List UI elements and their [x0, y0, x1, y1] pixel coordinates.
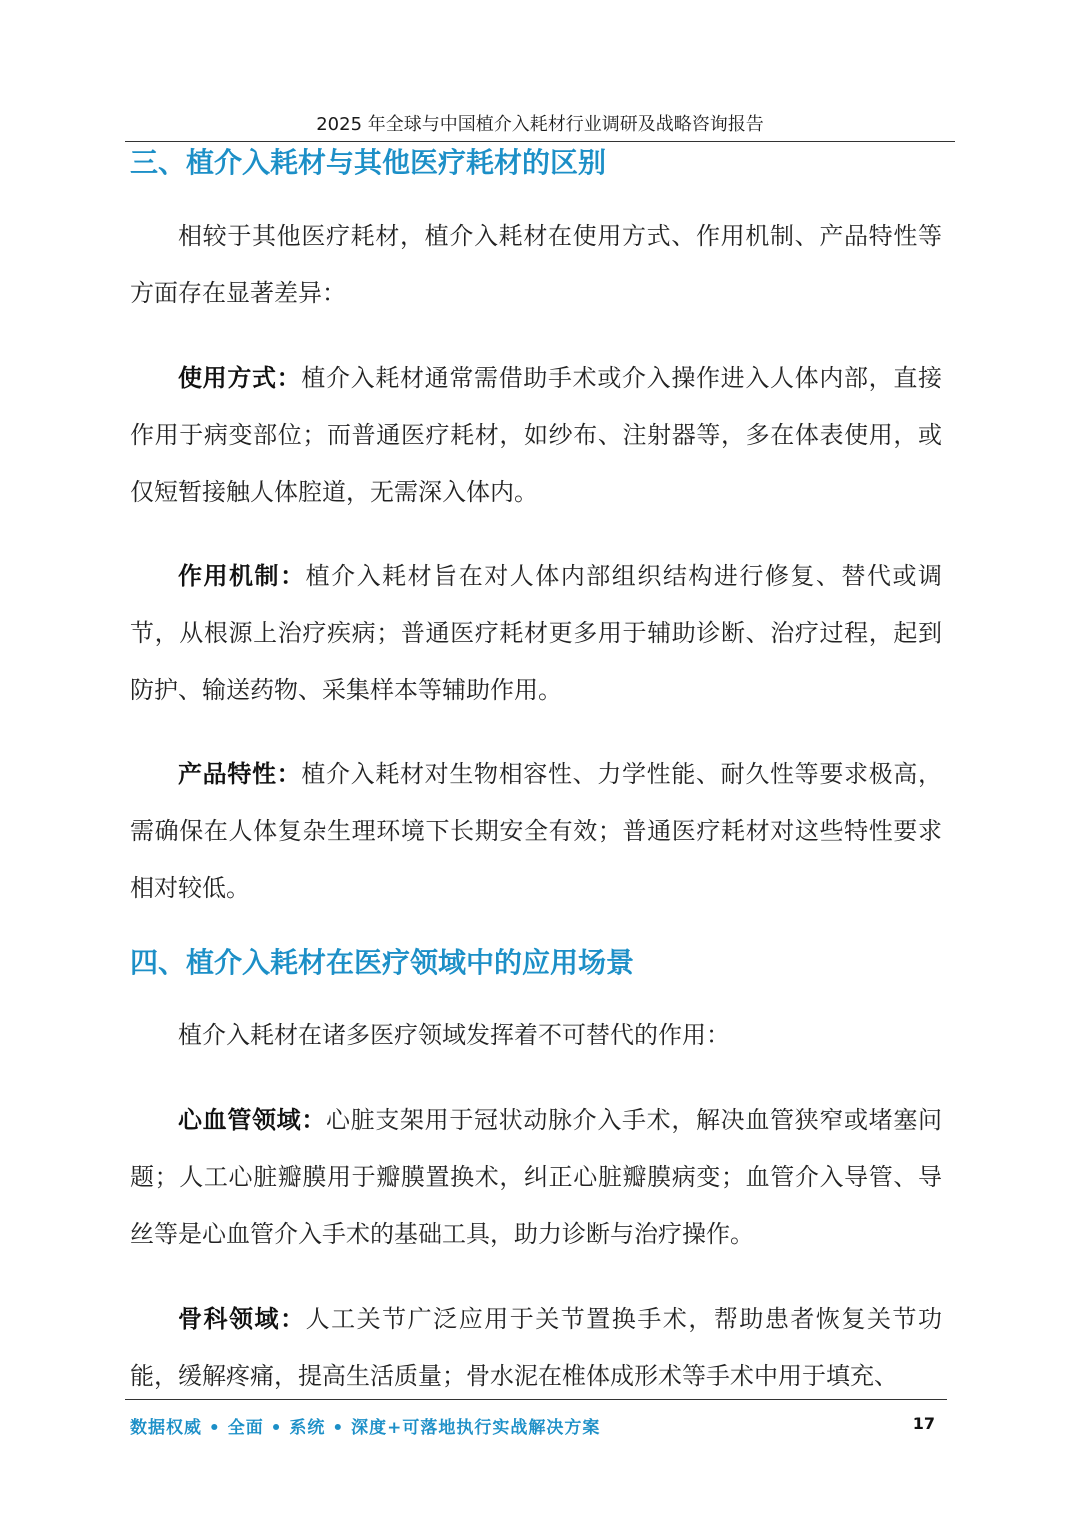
product-feature-text: 植介入耗材对生物相容性、力学性能、耐久性等要求极高，需确保在人体复杂生理环境下长期安全有效；普通医疗耗材对这些特性要求相对较低。 [130, 760, 943, 902]
cardiovascular-text: 心脏支架用于冠状动脉介入手术，解决血管狭窄或堵塞问题；人工心脏瓣膜用于瓣膜置换术，纠正心脏瓣膜病变；血管介入导管、导丝等是心血管介入手术的基础工具，助力诊断与治疗操作。 [130, 1106, 942, 1248]
mechanism-text: 植介入耗材旨在对人体内部组织结构进行修复、替代或调节，从根源上治疗疾病；普通医疗耗材更多用于辅助诊断、治疗过程，起到防护、输送药物、采集样本等辅助作用。 [130, 562, 943, 704]
cardiovascular-paragraph [130, 1092, 942, 1263]
usage-method-paragraph [130, 350, 942, 521]
orthopedics-term: 骨科领域： [178, 1305, 306, 1333]
usage-method-text: 植介入耗材通常需借助手术或介入操作进入人体内部，直接作用于病变部位；而普通医疗耗材，如纱布、注射器等，多在体表使用，或仅短暂接触人体腔道，无需深入体内。 [130, 364, 943, 506]
mechanism-term: 作用机制： [178, 562, 306, 590]
section-4-intro: 植介入耗材在诸多医疗领域发挥着不可替代的作用： [178, 1021, 730, 1049]
footer-divider [125, 1399, 947, 1400]
section-3-heading: 三、植介入耗材与其他医疗耗材的区别 [130, 146, 607, 179]
report-header-title: 2025 年全球与中国植介入耗材行业调研及战略咨询报告 [316, 114, 764, 135]
section-3-intro: 相较于其他医疗耗材，植介入耗材在使用方式、作用机制、产品特性等方面存在显著差异： [130, 222, 942, 307]
orthopedics-text: 人工关节广泛应用于关节置换手术，帮助患者恢复关节功能，缓解疼痛，提高生活质量；骨水泥在椎体成形术等手术中用于填充、 [130, 1305, 943, 1390]
mechanism-paragraph [130, 548, 942, 719]
cardiovascular-term: 心血管领域： [178, 1106, 326, 1134]
section-4-heading: 四、植介入耗材在医疗领域中的应用场景 [130, 946, 635, 979]
footer-slogan: 数据权威 • 全面 • 系统 • 深度+可落地执行实战解决方案 [130, 1418, 601, 1438]
product-feature-term: 产品特性： [178, 760, 302, 788]
usage-method-term: 使用方式： [178, 364, 302, 392]
orthopedics-paragraph [130, 1291, 942, 1405]
page-number: 17 [912, 1414, 935, 1433]
product-feature-paragraph [130, 746, 942, 917]
header-divider [125, 141, 955, 142]
